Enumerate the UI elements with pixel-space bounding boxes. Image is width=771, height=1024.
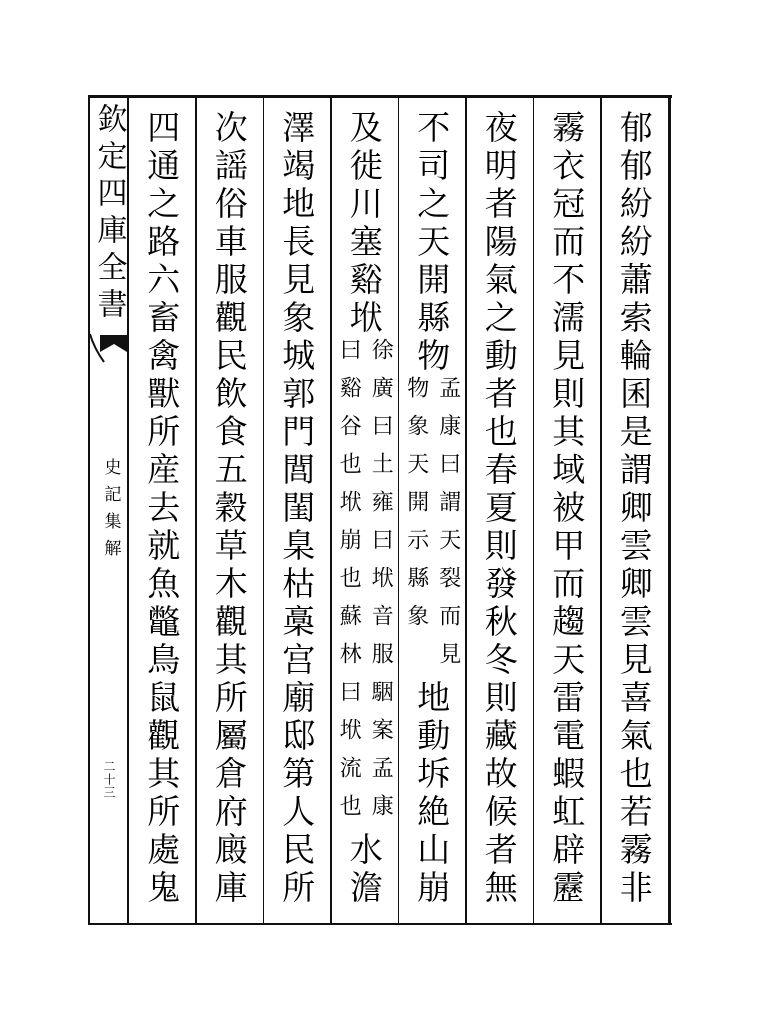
text-column-1	[601, 97, 669, 925]
column-text: 不司之天開縣物	[412, 110, 452, 376]
column-text: 次謡俗車服觀民飲食五穀草木觀其所屬倉府廄庫	[209, 110, 249, 908]
column-text: 四通之路六畜禽獸所産去就魚鼈鳥鼠觀其所處鬼	[142, 110, 182, 908]
text-column-8	[128, 97, 196, 925]
text-column-2	[533, 97, 601, 925]
column-text-after-note: 水澹	[344, 832, 384, 908]
column-text: 郁郁紛紛蕭索輪囷是謂卿雲卿雲見喜氣也若霧非	[614, 110, 654, 908]
annotation-left-line: 物象天開示縣象	[403, 376, 429, 642]
page-number-text: 二十三	[102, 760, 116, 799]
column-text: 夜明者陽氣之動者也春夏則發秋冬則藏故候者無	[479, 110, 519, 908]
column-text: 及徙川塞谿垘	[344, 110, 384, 338]
book-title	[96, 458, 124, 566]
fish-tail-mark-icon	[88, 328, 128, 368]
text-column-7	[196, 97, 264, 925]
text-column-6	[263, 97, 331, 925]
column-text: 澤竭地長見象城郭門閭閨臬枯槀宫廟邸第人民所	[277, 110, 317, 908]
column-text: 霧衣冠而不濡見則其域被甲而趨天雷電蝦虹辟靂	[547, 110, 587, 908]
text-column-3	[466, 97, 534, 925]
column-text-after-note: 地動坼絶山崩	[412, 680, 452, 908]
book-title-text: 史記集解	[100, 458, 121, 566]
text-column-4	[398, 97, 466, 925]
annotation-note	[336, 338, 394, 832]
page-number	[98, 760, 120, 799]
annotation-right-line: 孟康曰謂天裂而見	[435, 376, 461, 680]
collection-title	[90, 103, 127, 325]
annotation-right-line: 徐廣曰土雍曰垘音服駰案孟康	[368, 338, 394, 832]
frame-right-border	[668, 95, 671, 925]
annotation-note	[405, 376, 459, 680]
annotation-left-line: 曰谿谷也垘崩也蘇林曰垘流也	[336, 338, 362, 832]
collection-title-text: 欽定四庫全書	[91, 103, 127, 325]
text-column-5	[331, 97, 399, 925]
